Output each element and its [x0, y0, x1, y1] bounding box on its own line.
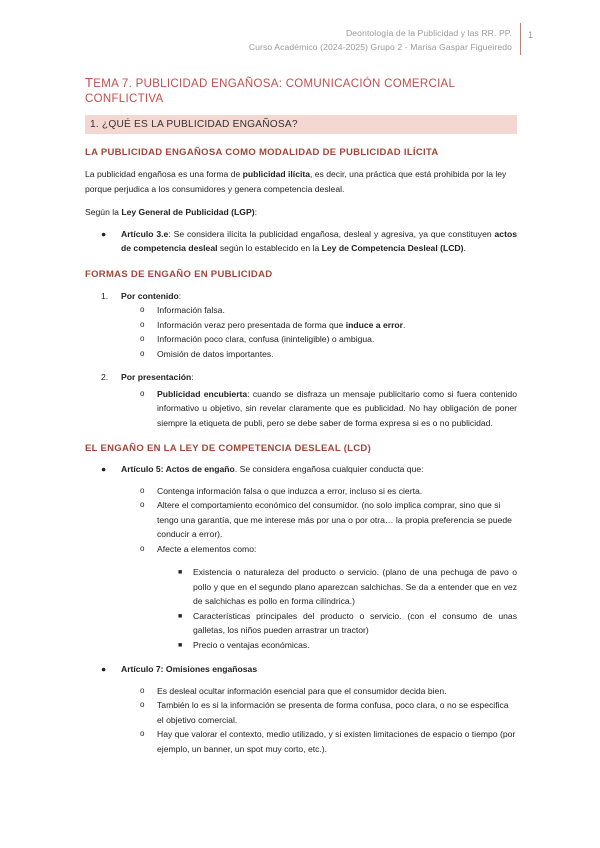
lgp-list	[85, 227, 517, 256]
list-item: o También lo es si la información se presenta de forma confusa, poco clara, o no se especifica el objetivo comercial.	[140, 700, 509, 725]
list-item: ■ Precio o ventajas económicas.	[85, 638, 517, 653]
list-item: ■ Características principales del producto o servicio. (con el consumo de unas galletas, los niños pueden arrastrar un tractor)	[178, 610, 517, 635]
list-item: ■ Existencia o naturaleza del producto o servicio. (plano de una pechuga de pavo o pollo y que en el segundo plano aparezcan salchichas. Se da a entender que en vez de salchichas es pollo en forma cilíndrica.)	[178, 567, 517, 606]
header-course-title: Deontología de la Publicidad y las RR. PP.	[346, 28, 512, 38]
circle-bullet-icon: o	[140, 685, 145, 695]
list-item: o Es desleal ocultar información esencial para que el consumidor decida bien.	[85, 684, 517, 699]
square-bullet-icon: ■	[178, 612, 183, 620]
document-body	[85, 76, 517, 756]
list-item: o Información poco clara, confusa (ininteligible) o ambigua.	[85, 332, 517, 347]
list-item: o Afecte a elementos como:	[85, 542, 517, 557]
circle-bullet-icon: o	[140, 485, 145, 495]
header-divider	[520, 23, 521, 55]
list-item: ● Artículo 3.e: Se considera ilícita la publicidad engañosa, desleal y agresiva, ya que constituyen actos de competencia desleal según lo establecido en la Ley de Competencia Desleal (LCD).	[101, 228, 517, 253]
list-item: o Hay que valorar el contexto, medio utilizado, y si existen limitaciones de espacio o tiempo (por ejemplo, un banner, un spot muy corto, etc.).	[140, 729, 516, 754]
bullet-icon: ●	[101, 464, 107, 474]
circle-bullet-icon: o	[140, 388, 145, 398]
list-item: o Publicidad encubierta: cuando se disfraza un mensaje publicitario como si fuera contenido informativo u objetivo, sin revelar claramente que es publicidad. No hay obligación de poner siempre la etiqueta de publi, pero se debe saber de forma expresa si es o no publicidad.	[140, 388, 517, 428]
list-item: o Contenga información falsa o que induzca a error, incluso si es cierta.	[85, 484, 517, 499]
bullet-icon: ●	[101, 664, 107, 674]
subheading-formas: FORMAS DE ENGAÑO EN PUBLICIDAD	[85, 268, 273, 280]
list-item: o Información falsa.	[85, 303, 517, 318]
intro-paragraph: La publicidad engañosa es una forma de publicidad ilícita, es decir, una práctica que está prohibida por la ley porque perjudica a los consumidores y genera competencia desleal.	[85, 169, 507, 194]
list-item: o Información veraz pero presentada de forma que induce a error.	[85, 318, 517, 333]
list-item: 2. Por presentación:	[101, 372, 194, 382]
subheading-ilicita: LA PUBLICIDAD ENGAÑOSA COMO MODALIDAD DE PUBLICIDAD ILÍCITA	[85, 147, 439, 158]
header-course-info: Curso Académico (2024-2025) Grupo 2 - Marisa Gaspar Figueiredo	[248, 42, 512, 52]
section-heading: 1. ¿QUÉ ES LA PUBLICIDAD ENGAÑOSA?	[85, 115, 517, 134]
lcd-list	[85, 462, 517, 756]
circle-bullet-icon: o	[140, 348, 145, 358]
square-bullet-icon: ■	[178, 641, 183, 649]
formas-list	[85, 289, 517, 431]
running-header	[249, 26, 512, 54]
lgp-paragraph: Según la Ley General de Publicidad (LGP):	[85, 207, 257, 217]
square-bullet-icon: ■	[178, 569, 183, 576]
circle-bullet-icon: o	[140, 729, 145, 738]
page-number: 1	[528, 30, 534, 40]
bullet-icon: ●	[101, 228, 107, 239]
list-item: o Omisión de datos importantes.	[85, 347, 517, 362]
circle-bullet-icon: o	[140, 319, 145, 329]
circle-bullet-icon: o	[140, 700, 145, 709]
circle-bullet-icon: o	[140, 500, 145, 509]
list-item: ● Artículo 5: Actos de engaño. Se considera engañosa cualquier conducta que:	[85, 462, 517, 477]
list-item: o Altere el comportamiento económico del consumidor. (no solo implica comprar, sino que si tengo una garantía, que me interese más por una o por otra… la propia preferencia se puede conducir a error).	[140, 500, 512, 539]
chapter-title: TEMA 7. PUBLICIDAD ENGAÑOSA: COMUNICACIÓN COMERCIAL CONFLICTIVA	[85, 75, 455, 105]
circle-bullet-icon: o	[140, 543, 145, 553]
circle-bullet-icon: o	[140, 334, 145, 343]
subheading-lcd: EL ENGAÑO EN LA LEY DE COMPETENCIA DESLEAL (LCD)	[85, 443, 372, 454]
list-item: ● Artículo 7: Omisiones engañosas	[85, 662, 517, 677]
list-item: 1. Por contenido:	[101, 290, 182, 301]
circle-bullet-icon: o	[140, 305, 145, 314]
